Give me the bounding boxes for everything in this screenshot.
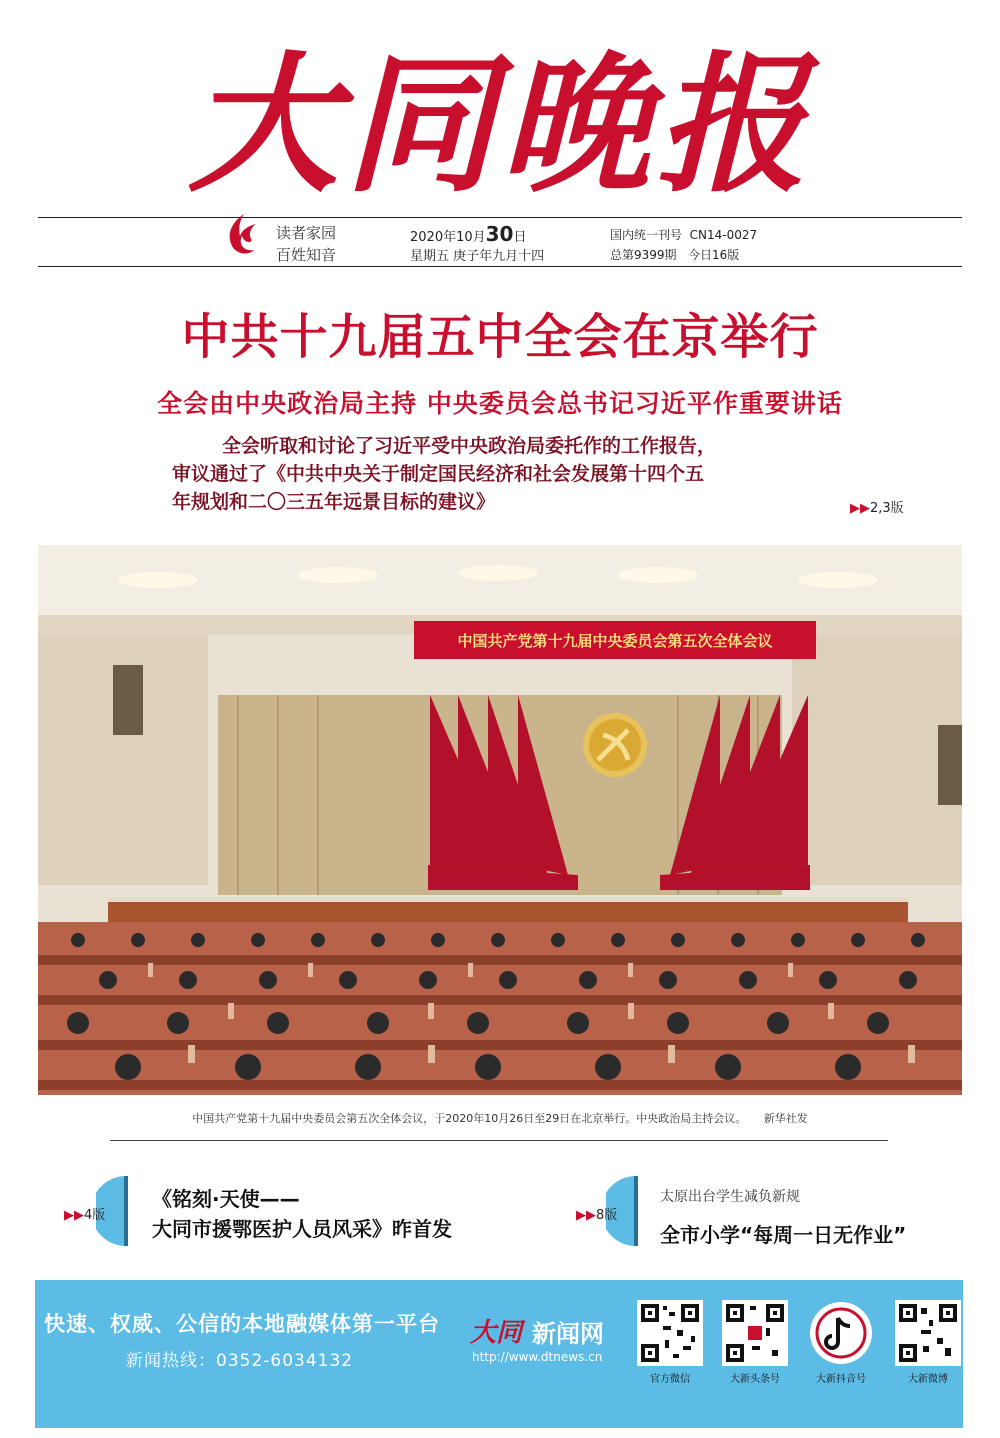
- section-divider: [110, 1140, 888, 1141]
- slogan-line-2: 百姓知音: [276, 246, 337, 264]
- lead-lede: [172, 432, 832, 516]
- issue-total: 总第9399期: [610, 248, 677, 262]
- date-line: [410, 222, 527, 246]
- qr-code-icon[interactable]: [895, 1300, 961, 1366]
- teaser-2-line-1[interactable]: 全市小学“每周一日无作业”: [660, 1223, 907, 1247]
- date-prefix: 2020年10月: [410, 230, 486, 245]
- teaser-1-line-2: 大同市援鄂医护人员风采》昨首发: [152, 1217, 452, 1241]
- serial-code: CN14-0027: [689, 228, 758, 242]
- footer-slogan: 快速、权威、公信的本地融媒体第一平台: [44, 1312, 440, 1336]
- lead-headline[interactable]: 中共十九届五中全会在京举行: [181, 309, 819, 365]
- teaser-1-line-1: 《铭刻·天使——: [152, 1187, 300, 1211]
- issue-line: [610, 246, 739, 263]
- lead-page-ref-text: 2,3版: [870, 501, 904, 516]
- brand-url[interactable]: http://www.dtnews.cn: [472, 1350, 603, 1364]
- photo-credit: 新华社发: [763, 1112, 808, 1125]
- qr-label-douyin: 大新抖音号: [816, 1374, 866, 1385]
- masthead-title: 大同晚报: [187, 37, 812, 213]
- brand-name: 新闻网: [532, 1320, 604, 1348]
- teaser-2-page-ref[interactable]: [576, 1204, 617, 1223]
- qr-label-toutiao: 大新头条号: [730, 1374, 780, 1385]
- date-day: 30: [485, 222, 514, 246]
- qr-label-weibo: 大新微博: [908, 1374, 948, 1385]
- lead-page-ref[interactable]: [850, 497, 904, 516]
- teaser-2-page: 8版: [596, 1208, 618, 1223]
- arrow-right-icon: ▶▶: [576, 1208, 596, 1223]
- photo-caption-text: 中国共产党第十九届中央委员会第五次全体会议，于2020年10月26日至29日在北京举行。中央政治局主持会议。: [192, 1112, 747, 1125]
- lede-line-3: 年规划和二〇三五年远景目标的建议》: [172, 491, 496, 513]
- flame-logo-icon: [222, 212, 262, 258]
- qr-code-icon[interactable]: [722, 1300, 788, 1366]
- arrow-right-icon: ▶▶: [850, 501, 870, 516]
- lead-subhead: 全会由中央政治局主持 中央委员会总书记习近平作重要讲话: [157, 389, 843, 418]
- footer-hotline: 新闻热线：0352-6034132: [126, 1351, 354, 1371]
- plenary-session-photo: [38, 545, 962, 1095]
- top-rule: [38, 217, 962, 218]
- serial-label: 国内统一刊号: [610, 228, 683, 242]
- qr-label-wechat: 官方微信: [650, 1374, 690, 1385]
- photo-banner-text: 中国共产党第十九届中央委员会第五次全体会议: [457, 632, 773, 650]
- pages-today: 今日16版: [688, 248, 740, 262]
- brand-logo: 大同: [470, 1318, 523, 1348]
- info-bar-rule: [38, 266, 962, 267]
- teaser-2-kicker: 太原出台学生减负新规: [660, 1189, 800, 1205]
- lede-line-2: 审议通过了《中共中央关于制定国民经济和社会发展第十四个五: [172, 463, 705, 485]
- serial-line: [610, 226, 757, 243]
- photo-caption: [0, 1110, 1000, 1126]
- date-suffix: 日: [513, 230, 527, 245]
- teaser-1[interactable]: [152, 1184, 452, 1244]
- qr-code-icon[interactable]: [637, 1300, 703, 1366]
- slogan-line-1: 读者家园: [276, 224, 337, 242]
- weekday-lunar: 星期五 庚子年九月十四: [410, 249, 545, 264]
- lede-line-1: 全会听取和讨论了习近平受中央政治局委托作的工作报告，: [222, 435, 717, 457]
- douyin-logo-icon[interactable]: [808, 1300, 874, 1366]
- teaser-1-page: 4版: [84, 1208, 106, 1223]
- arrow-right-icon: ▶▶: [64, 1208, 84, 1223]
- teaser-1-page-ref[interactable]: [64, 1204, 105, 1223]
